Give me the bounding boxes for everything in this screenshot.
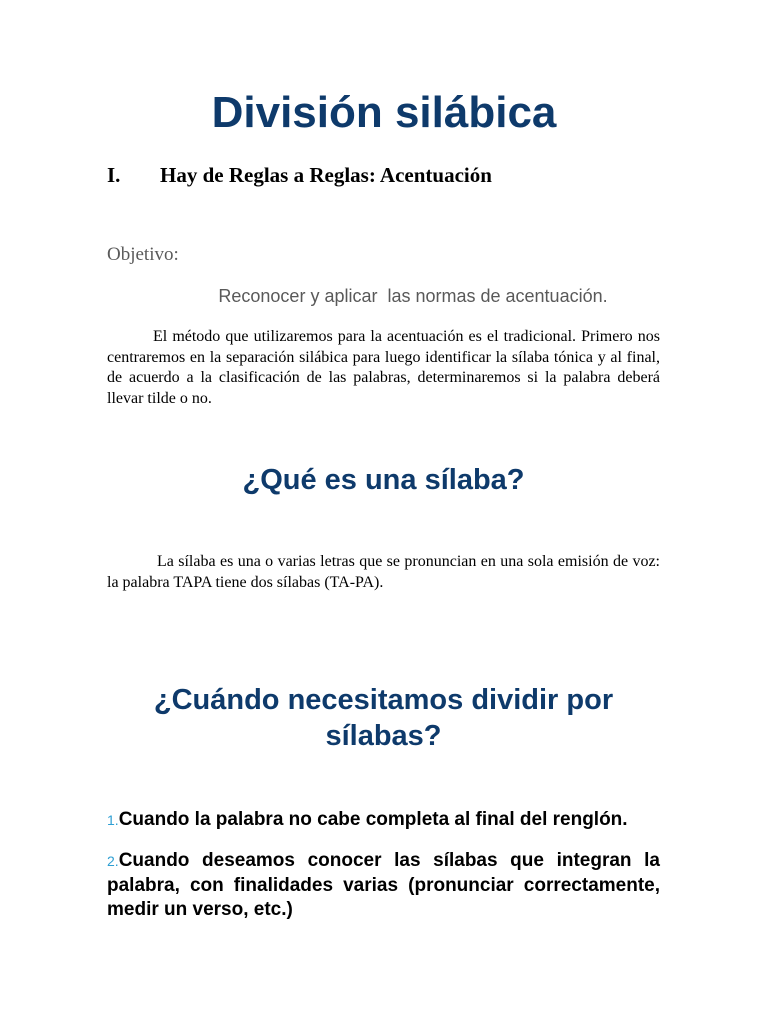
section-heading-text: Hay de Reglas a Reglas: Acentuación xyxy=(160,163,492,187)
list-marker: 2. xyxy=(107,853,119,869)
list-item-text: Cuando la palabra no cabe completa al final del renglón. xyxy=(118,809,628,830)
heading-what-is-syllable: ¿Qué es una sílaba? xyxy=(242,464,525,496)
document-title: División silábica xyxy=(211,88,557,137)
heading-when-divide: ¿Cuándo necesitamos dividir por sílabas? xyxy=(153,684,614,752)
section-number: I. xyxy=(107,163,121,187)
intro-paragraph: El método que utilizaremos para la acentuación es el tradicional. Primero nos centraremos en la separación silábica para luego identificar la sílaba tónica y al final, de acuerdo a la clasificación de las palabras, determinaremos si la palabra deberá llevar tilde o no. xyxy=(107,328,660,407)
section-heading xyxy=(107,163,667,188)
list-item-text: Cuando deseamos conocer las sílabas que integran la palabra, con finalidades varias (pronunciar correctamente, medir un verso, etc.) xyxy=(107,850,660,920)
list-marker: 1. xyxy=(107,812,119,828)
list-item xyxy=(107,808,660,833)
objective-label: Objetivo: xyxy=(107,244,179,265)
list-item xyxy=(107,849,660,923)
objective-text: Reconocer y aplicar las normas de acentuación. xyxy=(218,286,608,306)
syllable-definition-paragraph: La sílaba es una o varias letras que se pronuncian en una sola emisión de voz: la palabra TAPA tiene dos sílabas (TA-PA). xyxy=(107,553,660,591)
